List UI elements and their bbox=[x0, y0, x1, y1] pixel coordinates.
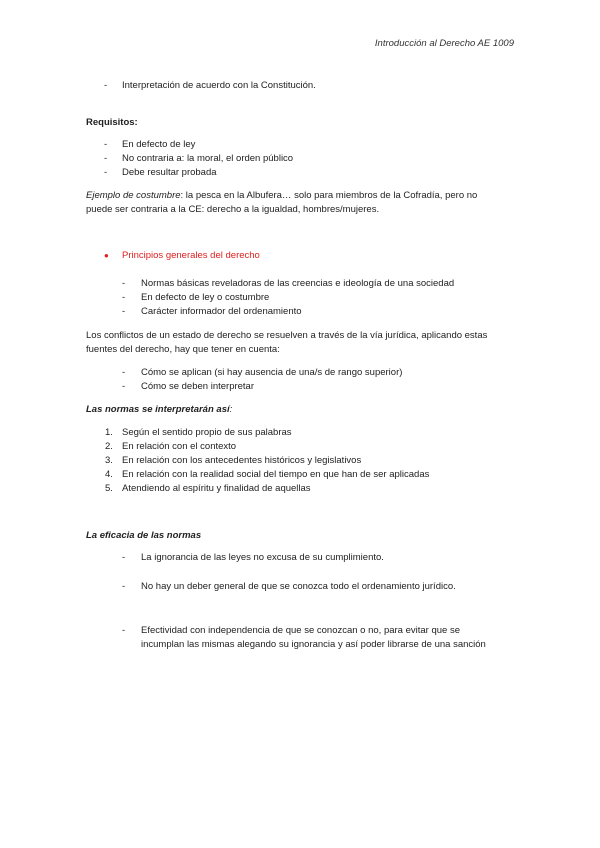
dash-marker: - bbox=[104, 139, 108, 150]
interpretacion-heading-line bbox=[86, 404, 232, 416]
list-number: 2. bbox=[105, 441, 113, 452]
list-item: La ignorancia de las leyes no excusa de su cumplimiento. bbox=[141, 552, 384, 563]
eficacia-item-3-line-2: incumplan las mismas alegando su ignorancia y así poder librarse de una sanción bbox=[141, 639, 486, 650]
list-item: En relación con el contexto bbox=[122, 441, 237, 452]
list-item: En defecto de ley bbox=[122, 139, 196, 150]
bullet-icon: ● bbox=[104, 251, 109, 260]
list-number: 4. bbox=[105, 469, 113, 480]
dash-marker: - bbox=[122, 292, 126, 303]
ejemplo-line-2: puede ser contraria a la CE: derecho a la igualdad, hombres/mujeres. bbox=[86, 204, 380, 215]
dash-marker: - bbox=[122, 278, 126, 289]
conflictos-line-1: Los conflictos de un estado de derecho se resuelven a través de la vía jurídica, aplicando estas bbox=[86, 330, 488, 341]
list-item: Según el sentido propio de sus palabras bbox=[122, 427, 292, 438]
list-item: No contraria a: la moral, el orden público bbox=[122, 153, 294, 164]
dash-marker: - bbox=[104, 167, 108, 178]
list-number: 5. bbox=[105, 483, 113, 494]
eficacia-item-3-line-1 bbox=[141, 625, 514, 637]
list-item: Normas básicas reveladoras de las creencias e ideología de una sociedad bbox=[141, 278, 455, 289]
ejemplo-label: Ejemplo de costumbre bbox=[86, 190, 181, 201]
dash-marker: - bbox=[122, 625, 126, 636]
list-number: 3. bbox=[105, 455, 113, 466]
dash-marker: - bbox=[104, 153, 108, 164]
dash-marker: - bbox=[122, 367, 126, 378]
conflictos-line-2: fuentes del derecho, hay que tener en cuenta: bbox=[86, 344, 280, 355]
principios-heading: Principios generales del derecho bbox=[122, 250, 260, 261]
list-item: En defecto de ley o costumbre bbox=[141, 292, 270, 303]
dash-marker: - bbox=[122, 306, 126, 317]
list-item: Atendiendo al espíritu y finalidad de aquellas bbox=[122, 483, 311, 494]
list-item: En relación con los antecedentes históricos y legislativos bbox=[122, 455, 362, 466]
list-item: Carácter informador del ordenamiento bbox=[141, 306, 302, 317]
list-item: Interpretación de acuerdo con la Constitución. bbox=[122, 80, 316, 91]
interpretacion-heading: Las normas se interpretarán así bbox=[86, 404, 230, 415]
dash-marker: - bbox=[122, 581, 126, 592]
list-item: Debe resultar probada bbox=[122, 167, 217, 178]
list-item: No hay un deber general de que se conozca todo el ordenamiento jurídico. bbox=[141, 581, 456, 592]
list-item: Cómo se deben interpretar bbox=[141, 381, 255, 392]
page-header: Introducción al Derecho AE 1009 bbox=[374, 38, 514, 49]
dash-marker: - bbox=[122, 381, 126, 392]
list-item: En relación con la realidad social del tiempo en que han de ser aplicadas bbox=[122, 469, 430, 480]
requisitos-heading: Requisitos: bbox=[86, 117, 138, 128]
ejemplo-line-1 bbox=[86, 190, 514, 202]
list-item: Efectividad con independencia de que se conozcan o no, para evitar que se bbox=[141, 625, 461, 636]
list-number: 1. bbox=[105, 427, 113, 438]
ejemplo-text: : la pesca en la Albufera… solo para miembros de la Cofradía, pero no bbox=[180, 190, 478, 201]
interpretacion-colon: : bbox=[229, 404, 233, 415]
list-item: Cómo se aplican (si hay ausencia de una/s de rango superior) bbox=[141, 367, 403, 378]
dash-marker: - bbox=[104, 80, 108, 91]
eficacia-heading: La eficacia de las normas bbox=[86, 530, 202, 541]
dash-marker: - bbox=[122, 552, 126, 563]
